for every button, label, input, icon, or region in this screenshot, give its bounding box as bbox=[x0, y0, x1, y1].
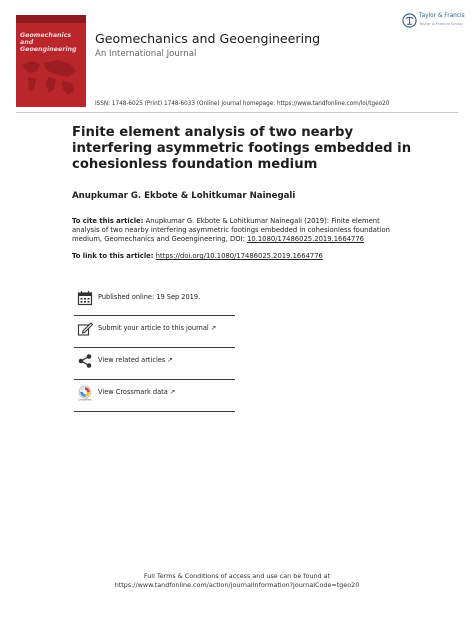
info-divider bbox=[74, 347, 235, 348]
external-link-icon: ↗ bbox=[210, 324, 217, 332]
citation-label: To cite this article: bbox=[72, 217, 144, 225]
info-divider bbox=[74, 315, 235, 316]
journal-cover-image bbox=[16, 15, 86, 107]
info-divider bbox=[74, 379, 235, 380]
edit-icon bbox=[77, 321, 93, 337]
publisher-logo[interactable] bbox=[402, 11, 465, 35]
cover-title-line1: Geomechanics and bbox=[20, 32, 72, 46]
external-link-icon: ↗ bbox=[167, 356, 173, 364]
footer-terms-text: Full Terms & Conditions of access and use can be found at bbox=[143, 572, 331, 580]
crossmark-badge-text: CrossMark bbox=[78, 398, 92, 401]
crossmark-label: View Crossmark data ↗ bbox=[98, 388, 176, 396]
related-articles-icon bbox=[77, 353, 93, 369]
publisher-group: Taylor & Francis Group bbox=[419, 21, 463, 26]
citation-block bbox=[72, 217, 407, 244]
journal-subtitle: An International Journal bbox=[95, 49, 197, 59]
article-link-line bbox=[72, 252, 323, 260]
related-articles-label: View related articles ↗ bbox=[98, 356, 173, 364]
article-doi-link[interactable]: https://doi.org/10.1080/17486025.2019.1664776 bbox=[155, 252, 323, 260]
citation-doi-link[interactable]: 10.1080/17486025.2019.1664776 bbox=[247, 235, 364, 243]
info-divider bbox=[74, 411, 235, 412]
external-link-icon: ↗ bbox=[169, 388, 176, 396]
citation-text: Anupkumar G. Ekbote & Lohitkumar Nainegali (2019): Finite element analysis of two nearby interfering asymmetric footings embedded in cohesionless foundation medium, Geomechanics and Geoengineering, DOI: bbox=[72, 217, 390, 243]
crossmark-icon bbox=[77, 385, 93, 401]
link-label: To link to this article: bbox=[72, 252, 154, 260]
crossmark-link[interactable] bbox=[74, 382, 235, 406]
cover-map-graphic bbox=[18, 55, 84, 103]
journal-title: Geomechanics and Geoengineering bbox=[95, 31, 321, 46]
footer-terms-link[interactable]: https://www.tandfonline.com/action/journalInformation?journalCode=tgeo20 bbox=[114, 581, 360, 589]
submit-article-label: Submit your article to this journal ↗ bbox=[98, 324, 217, 332]
issn-homepage-line[interactable]: ISSN: 1748-6025 (Print) 1748-6033 (Online) Journal homepage: https://www.tandfonline.com/loi/tgeo20 bbox=[95, 101, 390, 107]
header-divider bbox=[16, 112, 458, 113]
cover-title-line2: Geoengineering bbox=[20, 46, 77, 53]
cover-title bbox=[20, 32, 84, 53]
publisher-logo-icon bbox=[402, 13, 417, 28]
calendar-icon bbox=[77, 290, 93, 306]
publisher-name: Taylor & Francis bbox=[419, 13, 465, 19]
cover-top-bar bbox=[16, 15, 86, 23]
related-articles-link[interactable] bbox=[74, 350, 235, 374]
submit-article-link[interactable] bbox=[74, 318, 235, 342]
article-title: Finite element analysis of two nearby interfering asymmetric footings embedded in cohesionless foundation medium bbox=[72, 125, 412, 172]
published-date: Published online: 19 Sep 2019. bbox=[98, 293, 201, 301]
article-authors: Anupkumar G. Ekbote & Lohitkumar Nainegali bbox=[72, 191, 296, 201]
published-online-row bbox=[74, 287, 235, 311]
